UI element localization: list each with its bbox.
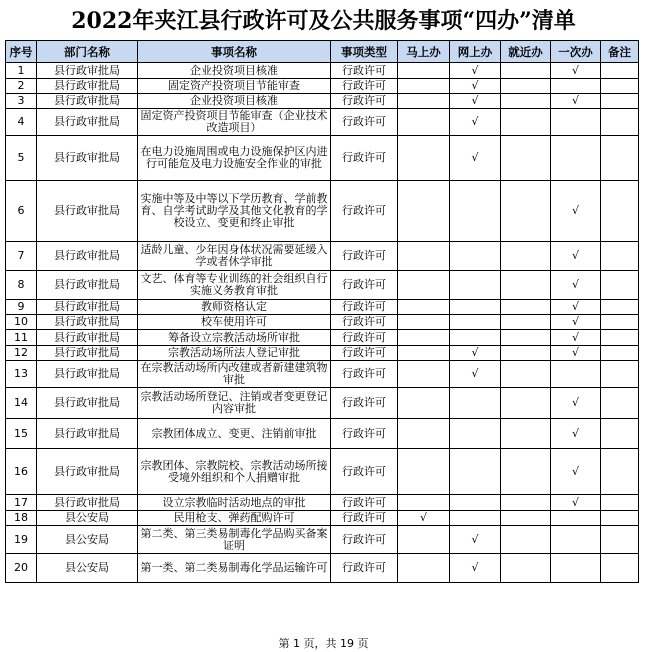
cell-remark <box>601 511 639 526</box>
header-nearby: 就近办 <box>501 41 551 63</box>
cell-remark <box>601 63 639 79</box>
cell-online <box>450 495 501 511</box>
cell-dept: 县行政审批局 <box>37 94 138 109</box>
cell-dept: 县行政审批局 <box>37 300 138 315</box>
cell-item: 在电力设施周围或电力设施保护区内进行可能危及电力设施安全作业的审批 <box>138 136 331 181</box>
cell-item: 企业投资项目核准 <box>138 63 331 79</box>
table-row <box>6 315 639 330</box>
cell-type: 行政许可 <box>331 242 398 271</box>
cell-dept: 县行政审批局 <box>37 361 138 388</box>
cell-remark <box>601 346 639 361</box>
cell-nearby <box>501 109 551 136</box>
cell-dept: 县行政审批局 <box>37 242 138 271</box>
cell-once <box>551 511 601 526</box>
cell-no: 13 <box>6 361 37 388</box>
cell-nearby <box>501 242 551 271</box>
cell-nearby <box>501 300 551 315</box>
cell-online <box>450 419 501 449</box>
cell-no: 7 <box>6 242 37 271</box>
cell-immediate: √ <box>398 511 450 526</box>
cell-remark <box>601 388 639 419</box>
cell-nearby <box>501 511 551 526</box>
cell-no: 1 <box>6 63 37 79</box>
page-footer: 第 1 页，共 19 页 <box>278 637 369 650</box>
header-remark: 备注 <box>601 41 639 63</box>
cell-no: 5 <box>6 136 37 181</box>
cell-no: 9 <box>6 300 37 315</box>
cell-dept: 县公安局 <box>37 526 138 554</box>
cell-immediate <box>398 181 450 242</box>
cell-online <box>450 271 501 300</box>
cell-once <box>551 554 601 583</box>
cell-type: 行政许可 <box>331 388 398 419</box>
cell-online <box>450 181 501 242</box>
table-row <box>6 449 639 495</box>
header-once: 一次办 <box>551 41 601 63</box>
cell-type: 行政许可 <box>331 554 398 583</box>
cell-no: 19 <box>6 526 37 554</box>
cell-type: 行政许可 <box>331 315 398 330</box>
cell-immediate <box>398 495 450 511</box>
cell-once: √ <box>551 449 601 495</box>
cell-nearby <box>501 63 551 79</box>
cell-type: 行政许可 <box>331 495 398 511</box>
header-no: 序号 <box>6 41 37 63</box>
cell-dept: 县行政审批局 <box>37 330 138 346</box>
cell-remark <box>601 242 639 271</box>
cell-immediate <box>398 449 450 495</box>
cell-item: 教师资格认定 <box>138 300 331 315</box>
table-row <box>6 109 639 136</box>
cell-nearby <box>501 526 551 554</box>
cell-item: 校车使用许可 <box>138 315 331 330</box>
cell-once <box>551 136 601 181</box>
cell-type: 行政许可 <box>331 526 398 554</box>
cell-immediate <box>398 388 450 419</box>
header-row <box>6 41 639 63</box>
table-row <box>6 63 639 79</box>
cell-dept: 县行政审批局 <box>37 495 138 511</box>
cell-dept: 县行政审批局 <box>37 315 138 330</box>
table-row <box>6 346 639 361</box>
cell-remark <box>601 361 639 388</box>
cell-item: 企业投资项目核准 <box>138 94 331 109</box>
cell-nearby <box>501 495 551 511</box>
cell-no: 3 <box>6 94 37 109</box>
table-row <box>6 554 639 583</box>
cell-type: 行政许可 <box>331 511 398 526</box>
cell-online <box>450 242 501 271</box>
cell-item: 宗教团体成立、变更、注销前审批 <box>138 419 331 449</box>
cell-type: 行政许可 <box>331 361 398 388</box>
cell-immediate <box>398 271 450 300</box>
cell-remark <box>601 526 639 554</box>
cell-dept: 县行政审批局 <box>37 449 138 495</box>
cell-type: 行政许可 <box>331 136 398 181</box>
cell-item: 宗教活动场所登记、注销或者变更登记内容审批 <box>138 388 331 419</box>
table-row <box>6 94 639 109</box>
cell-type: 行政许可 <box>331 449 398 495</box>
cell-online <box>450 315 501 330</box>
cell-dept: 县行政审批局 <box>37 271 138 300</box>
cell-immediate <box>398 554 450 583</box>
cell-once: √ <box>551 63 601 79</box>
cell-immediate <box>398 94 450 109</box>
cell-dept: 县行政审批局 <box>37 346 138 361</box>
cell-type: 行政许可 <box>331 181 398 242</box>
cell-online: √ <box>450 136 501 181</box>
cell-dept: 县公安局 <box>37 511 138 526</box>
cell-no: 15 <box>6 419 37 449</box>
cell-dept: 县行政审批局 <box>37 109 138 136</box>
cell-remark <box>601 300 639 315</box>
table-row <box>6 330 639 346</box>
table-row <box>6 271 639 300</box>
cell-nearby <box>501 449 551 495</box>
cell-remark <box>601 554 639 583</box>
cell-remark <box>601 449 639 495</box>
cell-remark <box>601 136 639 181</box>
cell-item: 宗教团体、宗教院校、宗教活动场所接受境外组织和个人捐赠审批 <box>138 449 331 495</box>
cell-immediate <box>398 526 450 554</box>
cell-type: 行政许可 <box>331 79 398 94</box>
cell-once <box>551 361 601 388</box>
table-row <box>6 419 639 449</box>
cell-remark <box>601 419 639 449</box>
cell-remark <box>601 495 639 511</box>
cell-no: 20 <box>6 554 37 583</box>
cell-type: 行政许可 <box>331 419 398 449</box>
cell-item: 在宗教活动场所内改建或者新建建筑物审批 <box>138 361 331 388</box>
cell-nearby <box>501 554 551 583</box>
cell-once: √ <box>551 94 601 109</box>
cell-type: 行政许可 <box>331 300 398 315</box>
cell-nearby <box>501 346 551 361</box>
cell-nearby <box>501 94 551 109</box>
cell-nearby <box>501 388 551 419</box>
table-row <box>6 511 639 526</box>
table-row <box>6 79 639 94</box>
cell-once <box>551 526 601 554</box>
cell-dept: 县行政审批局 <box>37 419 138 449</box>
cell-nearby <box>501 136 551 181</box>
items-table <box>5 40 639 583</box>
cell-no: 14 <box>6 388 37 419</box>
cell-immediate <box>398 300 450 315</box>
cell-item: 筹备设立宗教活动场所审批 <box>138 330 331 346</box>
header-item: 事项名称 <box>138 41 331 63</box>
cell-dept: 县行政审批局 <box>37 79 138 94</box>
cell-type: 行政许可 <box>331 94 398 109</box>
cell-online: √ <box>450 63 501 79</box>
cell-item: 宗教活动场所法人登记审批 <box>138 346 331 361</box>
table-row <box>6 495 639 511</box>
cell-remark <box>601 271 639 300</box>
cell-online: √ <box>450 94 501 109</box>
cell-nearby <box>501 271 551 300</box>
cell-nearby <box>501 79 551 94</box>
cell-no: 17 <box>6 495 37 511</box>
cell-item: 实施中等及中等以下学历教育、学前教育、自学考试助学及其他文化教育的学校设立、变更和终止审批 <box>138 181 331 242</box>
table-row <box>6 300 639 315</box>
cell-once: √ <box>551 495 601 511</box>
cell-no: 11 <box>6 330 37 346</box>
cell-online: √ <box>450 554 501 583</box>
cell-immediate <box>398 419 450 449</box>
cell-once: √ <box>551 388 601 419</box>
cell-no: 12 <box>6 346 37 361</box>
cell-dept: 县行政审批局 <box>37 63 138 79</box>
cell-online <box>450 330 501 346</box>
table-row <box>6 136 639 181</box>
cell-item: 固定资产投资项目节能审查（企业技术改造项目） <box>138 109 331 136</box>
cell-online <box>450 300 501 315</box>
cell-no: 4 <box>6 109 37 136</box>
cell-online: √ <box>450 361 501 388</box>
cell-remark <box>601 330 639 346</box>
cell-immediate <box>398 63 450 79</box>
cell-type: 行政许可 <box>331 346 398 361</box>
cell-immediate <box>398 346 450 361</box>
cell-immediate <box>398 315 450 330</box>
cell-item: 适龄儿童、少年因身体状况需要延缓入学或者休学审批 <box>138 242 331 271</box>
header-type: 事项类型 <box>331 41 398 63</box>
cell-once <box>551 109 601 136</box>
cell-no: 10 <box>6 315 37 330</box>
cell-online: √ <box>450 79 501 94</box>
cell-once: √ <box>551 300 601 315</box>
cell-nearby <box>501 315 551 330</box>
cell-item: 第二类、第三类易制毒化学品购买备案证明 <box>138 526 331 554</box>
cell-once: √ <box>551 330 601 346</box>
cell-no: 18 <box>6 511 37 526</box>
cell-dept: 县公安局 <box>37 554 138 583</box>
cell-online: √ <box>450 109 501 136</box>
cell-nearby <box>501 419 551 449</box>
cell-once: √ <box>551 346 601 361</box>
cell-once: √ <box>551 271 601 300</box>
cell-online: √ <box>450 346 501 361</box>
cell-type: 行政许可 <box>331 271 398 300</box>
page-title: 2022年夹江县行政许可及公共服务事项“四办”清单 <box>71 8 576 34</box>
header-online: 网上办 <box>450 41 501 63</box>
cell-immediate <box>398 136 450 181</box>
header-dept: 部门名称 <box>37 41 138 63</box>
table-row <box>6 388 639 419</box>
header-immediate: 马上办 <box>398 41 450 63</box>
cell-type: 行政许可 <box>331 330 398 346</box>
cell-once: √ <box>551 242 601 271</box>
cell-online <box>450 511 501 526</box>
cell-remark <box>601 109 639 136</box>
cell-once: √ <box>551 181 601 242</box>
table-row <box>6 526 639 554</box>
cell-immediate <box>398 242 450 271</box>
cell-once: √ <box>551 419 601 449</box>
cell-immediate <box>398 330 450 346</box>
cell-immediate <box>398 79 450 94</box>
cell-item: 固定资产投资项目节能审查 <box>138 79 331 94</box>
table-row <box>6 361 639 388</box>
cell-remark <box>601 94 639 109</box>
cell-remark <box>601 315 639 330</box>
cell-item: 民用枪支、弹药配购许可 <box>138 511 331 526</box>
cell-online <box>450 388 501 419</box>
cell-nearby <box>501 181 551 242</box>
cell-item: 文艺、体育等专业训练的社会组织自行实施义务教育审批 <box>138 271 331 300</box>
cell-dept: 县行政审批局 <box>37 388 138 419</box>
table-row <box>6 242 639 271</box>
cell-once: √ <box>551 315 601 330</box>
cell-nearby <box>501 330 551 346</box>
cell-type: 行政许可 <box>331 63 398 79</box>
cell-remark <box>601 79 639 94</box>
cell-no: 16 <box>6 449 37 495</box>
cell-immediate <box>398 109 450 136</box>
cell-dept: 县行政审批局 <box>37 181 138 242</box>
cell-nearby <box>501 361 551 388</box>
cell-remark <box>601 181 639 242</box>
table-row <box>6 181 639 242</box>
cell-dept: 县行政审批局 <box>37 136 138 181</box>
cell-item: 设立宗教临时活动地点的审批 <box>138 495 331 511</box>
cell-type: 行政许可 <box>331 109 398 136</box>
cell-immediate <box>398 361 450 388</box>
cell-item: 第一类、第二类易制毒化学品运输许可 <box>138 554 331 583</box>
cell-online: √ <box>450 526 501 554</box>
cell-no: 2 <box>6 79 37 94</box>
cell-online <box>450 449 501 495</box>
cell-no: 6 <box>6 181 37 242</box>
cell-once <box>551 79 601 94</box>
cell-no: 8 <box>6 271 37 300</box>
